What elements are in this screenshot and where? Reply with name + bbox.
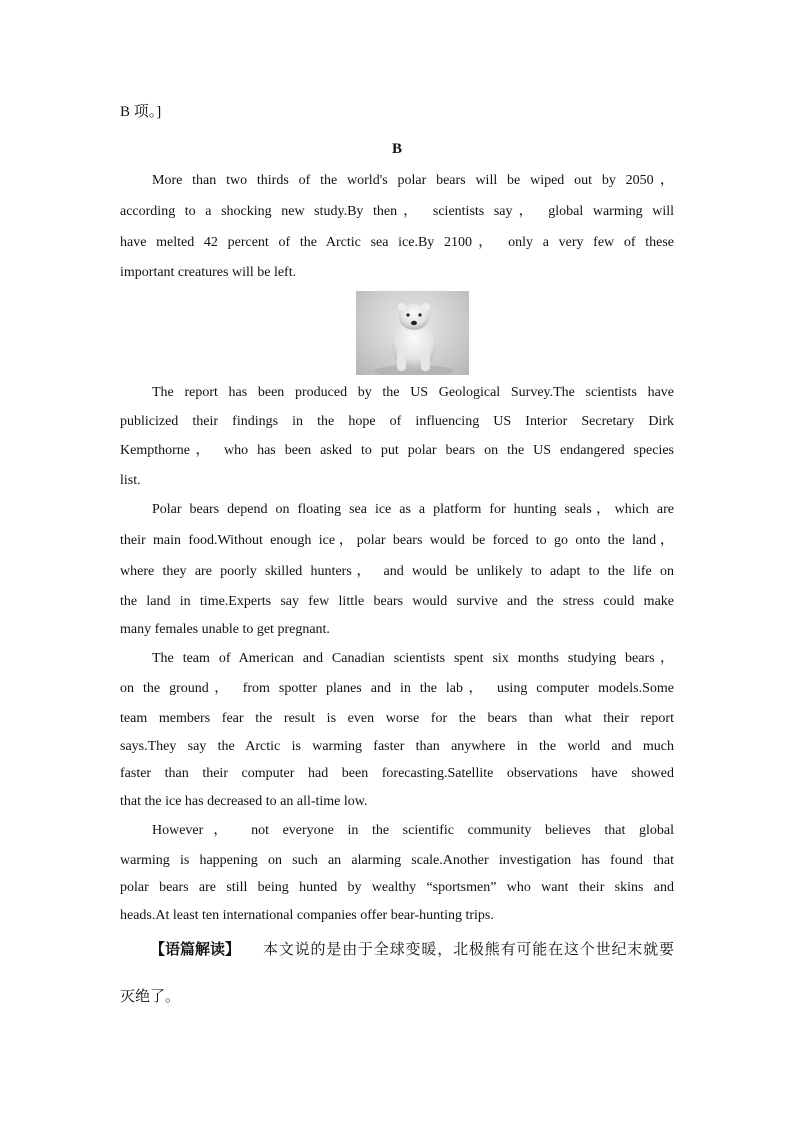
p1-line-1: More than two thirds of the world's polar bears will be wiped out by 2050， [152,173,674,188]
p4-line-6: that the ice has decreased to an all-time low. [120,794,368,809]
p4-line-5: faster than their computer had been forecasting.Satellite observations have showed [120,766,674,781]
p3-line-3: where they are poorly skilled hunters， and would be unlikely to adapt to the life on [120,564,674,579]
polar-bear-photo [356,291,469,375]
p4-line-1: The team of American and Canadian scientists spent six months studying bears， [152,651,674,666]
p2-line-1: The report has been produced by the US Geological Survey.The scientists have [152,385,674,400]
p3-line-2: their main food.Without enough ice，polar bears would be forced to go onto the land， [120,533,674,548]
p3-line-1: Polar bears depend on floating sea ice as a platform for hunting seals，which are [152,502,674,517]
p4-line-3: team members fear the result is even worse for the bears than what their report [120,711,674,726]
p4-line-2: on the ground， from spotter planes and in the lab， using computer models.Some [120,681,674,696]
p5-line-2: warming is happening on such an alarming scale.Another investigation has found that [120,853,674,868]
p1-line-4: important creatures will be left. [120,265,297,280]
analysis-label: 【语篇解读】 [150,940,241,958]
section-letter: B [391,141,402,157]
p2-line-3: Kempthorne， who has been asked to put polar bears on the US endangered species [120,443,674,458]
p5-line-1: However， not everyone in the scientific community believes that global [152,823,674,838]
p1-line-2: according to a shocking new study.By then， scientists say， global warming will [120,204,674,219]
p2-line-4: list. [120,473,141,488]
previous-answer-note: B 项。] [120,104,162,120]
p5-line-4: heads.At least ten international companies offer bear-hunting trips. [120,908,494,923]
p2-line-2: publicized their findings in the hope of influencing US Interior Secretary Dirk [120,414,674,429]
p1-line-3: have melted 42 percent of the Arctic sea ice.By 2100， only a very few of these [120,235,674,250]
p3-line-5: many females unable to get pregnant. [120,622,330,637]
p5-line-3: polar bears are still being hunted by wealthy “sportsmen” who want their skins and [120,880,674,895]
analysis-text-line-2: 灭绝了。 [120,987,181,1005]
p4-line-4: says.They say the Arctic is warming faster than anywhere in the world and much [120,739,674,754]
p3-line-4: the land in time.Experts say few little bears would survive and the stress could make [120,594,674,609]
analysis-text-line-1: 本文说的是由于全球变暖，北极熊有可能在这个世纪末就要 [263,940,674,958]
